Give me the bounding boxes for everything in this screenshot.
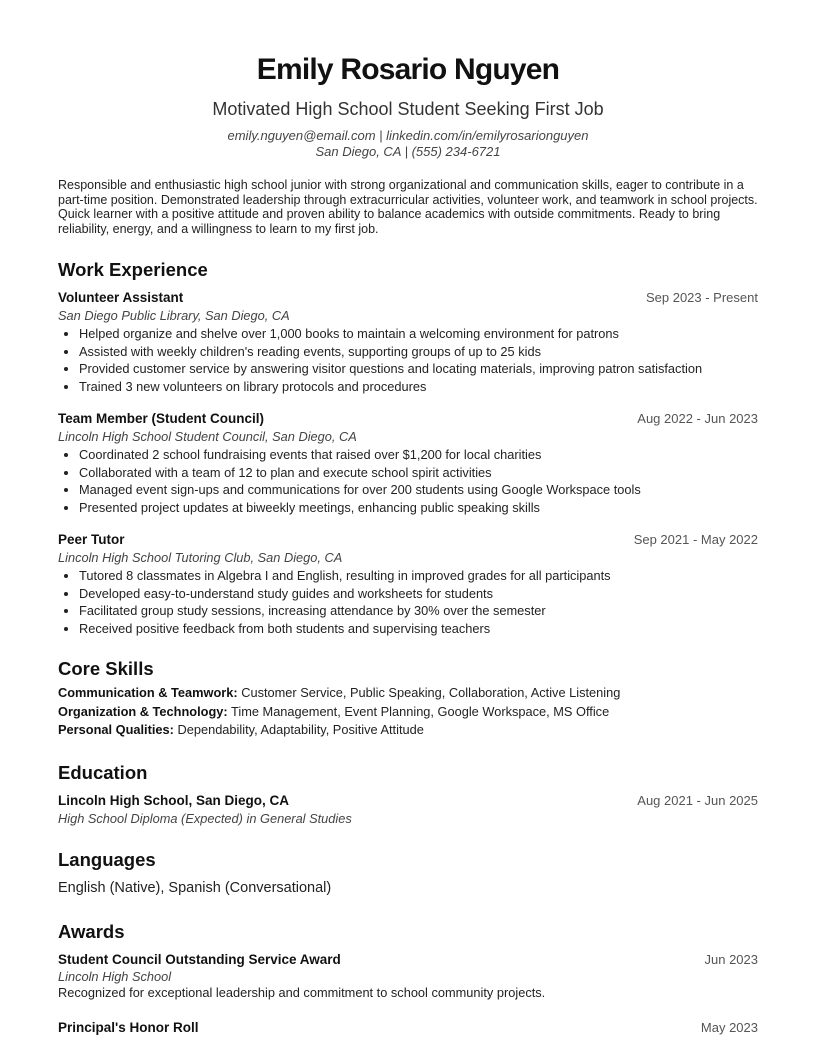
skill-value: Time Management, Event Planning, Google Workspace, MS Office: [231, 703, 610, 719]
award-entry: [58, 1019, 758, 1037]
core-skills-section: [58, 658, 758, 740]
candidate-tagline: Motivated High School Student Seeking First Job: [212, 99, 604, 119]
job-bullet: • Helped organize and shelve over 1,000 books to maintain a welcoming environment for patrons: [79, 325, 758, 343]
award-organization: Lincoln High School: [58, 968, 172, 984]
job-date: Sep 2021 - May 2022: [633, 532, 758, 548]
award-entry: [58, 951, 758, 1001]
school-name: Lincoln High School, San Diego, CA: [58, 792, 290, 808]
job-bullet: • Managed event sign-ups and communications for over 200 students using Google Workspace tools: [79, 481, 758, 499]
awards-section: [58, 921, 758, 1037]
job-bullet: • Trained 3 new volunteers on library protocols and procedures: [79, 378, 758, 396]
skill-label: Personal Qualities:: [58, 722, 174, 738]
skill-label: Organization & Technology:: [58, 703, 228, 719]
education-section: [58, 762, 758, 828]
job-title: Peer Tutor: [58, 532, 125, 548]
job-bullet: • Collaborated with a team of 12 to plan and execute school spirit activities: [79, 464, 758, 482]
languages-section: [58, 849, 758, 897]
job-entry: [58, 531, 758, 637]
award-title: Student Council Outstanding Service Award: [58, 951, 341, 967]
job-bullet: • Developed easy-to-understand study guides and worksheets for students: [79, 585, 758, 603]
job-title: Team Member (Student Council): [58, 411, 265, 427]
job-bullets: [58, 325, 758, 395]
job-bullets: [58, 567, 758, 637]
job-bullet: • Tutored 8 classmates in Algebra I and English, resulting in improved grades for all participants: [79, 567, 758, 585]
languages-list: English (Native), Spanish (Conversational): [58, 879, 332, 896]
job-bullets: [58, 446, 758, 516]
section-title-work-experience: Work Experience: [58, 259, 208, 281]
education-date: Aug 2021 - Jun 2025: [637, 792, 758, 808]
job-bullet: • Provided customer service by answering visitor questions and locating materials, improving patron satisfaction: [79, 360, 758, 378]
job-organization: Lincoln High School Student Council, San Diego, CA: [58, 429, 357, 445]
job-entry: [58, 289, 758, 395]
award-description: Recognized for exceptional leadership and commitment to school community projects.: [58, 984, 546, 1000]
professional-summary: Responsible and enthusiastic high school junior with strong organizational and communication skills, eager to contribute in a part-time position. Demonstrated leadership through extracurricular activities, volunteer work, and teamwork in school projects. Quick learner with a positive attitude and proven ability to balance academics with outside commitments. Ready to bring reliability, energy, and a willingness to learn to my first job.: [58, 178, 758, 236]
resume-header: [58, 0, 758, 160]
job-date: Aug 2022 - Jun 2023: [637, 411, 758, 427]
skill-line: [58, 721, 758, 740]
job-header: [58, 410, 758, 428]
job-header: [58, 289, 758, 307]
section-title-languages: Languages: [58, 848, 156, 870]
award-header: [58, 951, 758, 969]
section-title-core-skills: Core Skills: [58, 658, 154, 680]
skill-line: [58, 703, 758, 722]
job-bullet: • Presented project updates at biweekly meetings, enhancing public speaking skills: [79, 499, 758, 517]
job-bullet: • Coordinated 2 school fundraising events that raised over $1,200 for local charities: [79, 446, 758, 464]
skills-list: [58, 684, 758, 740]
section-title-awards: Awards: [58, 920, 125, 942]
skill-value: Customer Service, Public Speaking, Collaboration, Active Listening: [241, 685, 621, 701]
job-bullet: • Received positive feedback from both students and supervising teachers: [79, 620, 758, 638]
job-bullet: • Assisted with weekly children's reading events, supporting groups of up to 25 kids: [79, 343, 758, 361]
award-date: Jun 2023: [704, 951, 758, 967]
job-entry: [58, 410, 758, 516]
job-header: [58, 531, 758, 549]
work-experience-section: [58, 259, 758, 637]
candidate-name: Emily Rosario Nguyen: [256, 53, 560, 86]
job-organization: San Diego Public Library, San Diego, CA: [58, 308, 290, 324]
education-entry: [58, 792, 758, 828]
contact-info: [58, 128, 758, 160]
award-header: [58, 1019, 758, 1037]
job-date: Sep 2023 - Present: [645, 290, 758, 306]
section-title-education: Education: [58, 761, 148, 783]
degree: High School Diploma (Expected) in General Studies: [58, 810, 352, 826]
skill-line: [58, 684, 758, 703]
skill-value: Dependability, Adaptability, Positive Attitude: [177, 722, 424, 738]
education-header: [58, 792, 758, 810]
job-title: Volunteer Assistant: [58, 290, 184, 306]
contact-line-email-linkedin: emily.nguyen@email.com | linkedin.com/in/emilyrosarionguyen: [227, 128, 589, 143]
skill-label: Communication & Teamwork:: [58, 685, 238, 701]
job-bullet: • Facilitated group study sessions, increasing attendance by 30% over the semester: [79, 602, 758, 620]
award-title: Principal's Honor Roll: [58, 1019, 199, 1035]
contact-line-location-phone: San Diego, CA | (555) 234-6721: [315, 144, 501, 159]
award-date: May 2023: [700, 1019, 758, 1035]
job-organization: Lincoln High School Tutoring Club, San Diego, CA: [58, 550, 343, 566]
